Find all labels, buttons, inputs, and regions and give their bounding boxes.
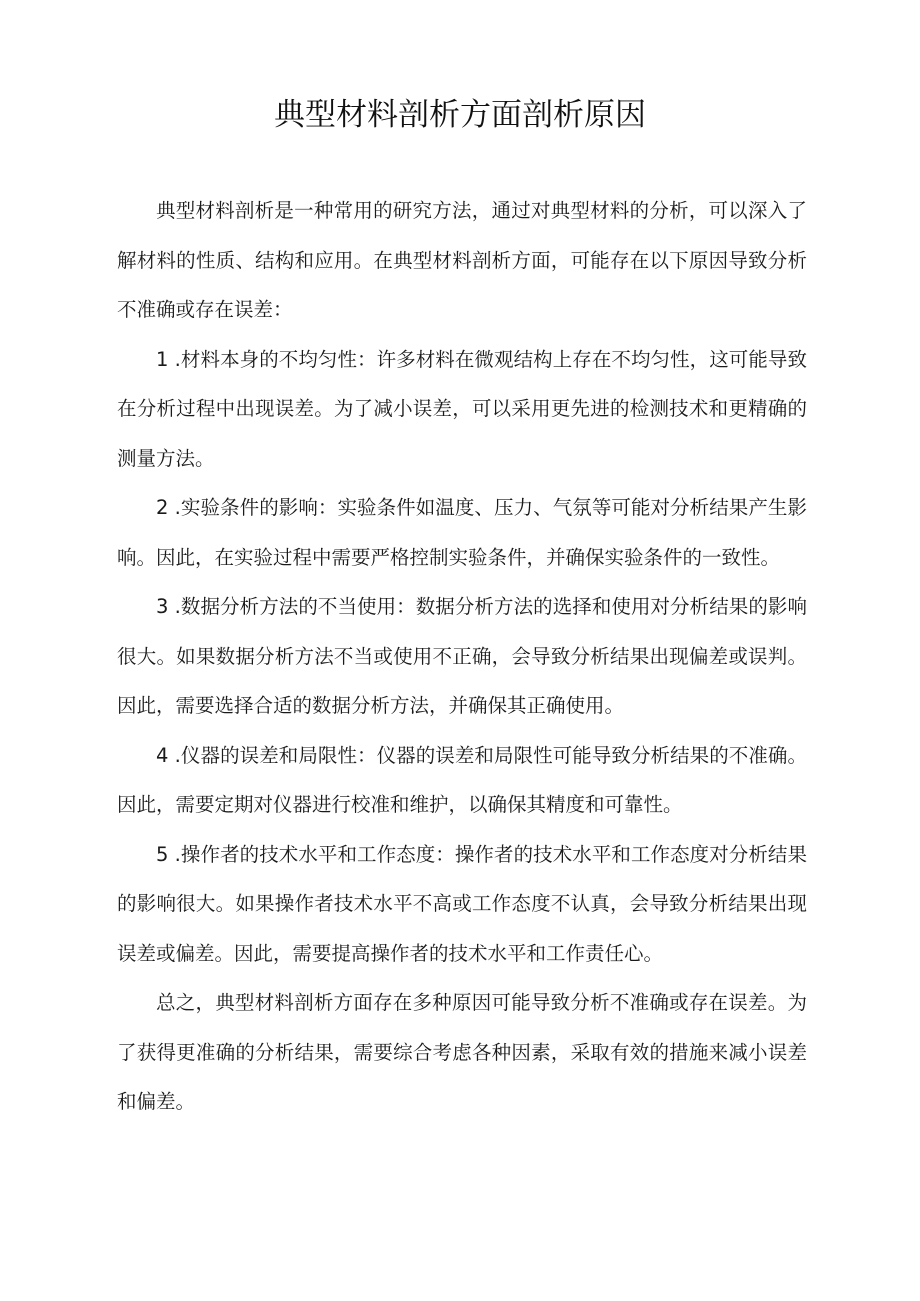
intro-paragraph: 典型材料剖析是一种常用的研究方法，通过对典型材料的分析，可以深入了解材料的性质、结构和应用。在典型材料剖析方面，可能存在以下原因导致分析不准确或存在误差： — [117, 199, 807, 321]
reason-1-paragraph: 1 .材料本身的不均匀性：许多材料在微观结构上存在不均匀性，这可能导致在分析过程中出现误差。为了减小误差，可以采用更先进的检测技术和更精确的测量方法。 — [117, 347, 807, 470]
reason-5-paragraph: 5 .操作者的技术水平和工作态度：操作者的技术水平和工作态度对分析结果的影响很大。如果操作者技术水平不高或工作态度不认真，会导致分析结果出现误差或偏差。因此，需要提高操作者的技术水平和工作责任心。 — [117, 842, 807, 965]
conclusion-paragraph: 总之，典型材料剖析方面存在多种原因可能导致分析不准确或存在误差。为了获得更准确的分析结果，需要综合考虑各种因素，采取有效的措施来减小误差和偏差。 — [117, 991, 807, 1113]
reason-2-paragraph: 2 .实验条件的影响：实验条件如温度、压力、气氛等可能对分析结果产生影响。因此，在实验过程中需要严格控制实验条件，并确保实验条件的一致性。 — [117, 496, 807, 569]
reason-4-paragraph: 4 .仪器的误差和局限性：仪器的误差和局限性可能导致分析结果的不准确。因此，需要定期对仪器进行校准和维护，以确保其精度和可靠性。 — [117, 743, 807, 816]
document-body — [117, 186, 807, 1127]
reason-3-paragraph: 3 .数据分析方法的不当使用：数据分析方法的选择和使用对分析结果的影响很大。如果数据分析方法不当或使用不正确，会导致分析结果出现偏差或误判。因此，需要选择合适的数据分析方法，并确保其正确使用。 — [117, 595, 807, 717]
document-title: 典型材料剖析方面剖析原因 — [274, 97, 646, 133]
